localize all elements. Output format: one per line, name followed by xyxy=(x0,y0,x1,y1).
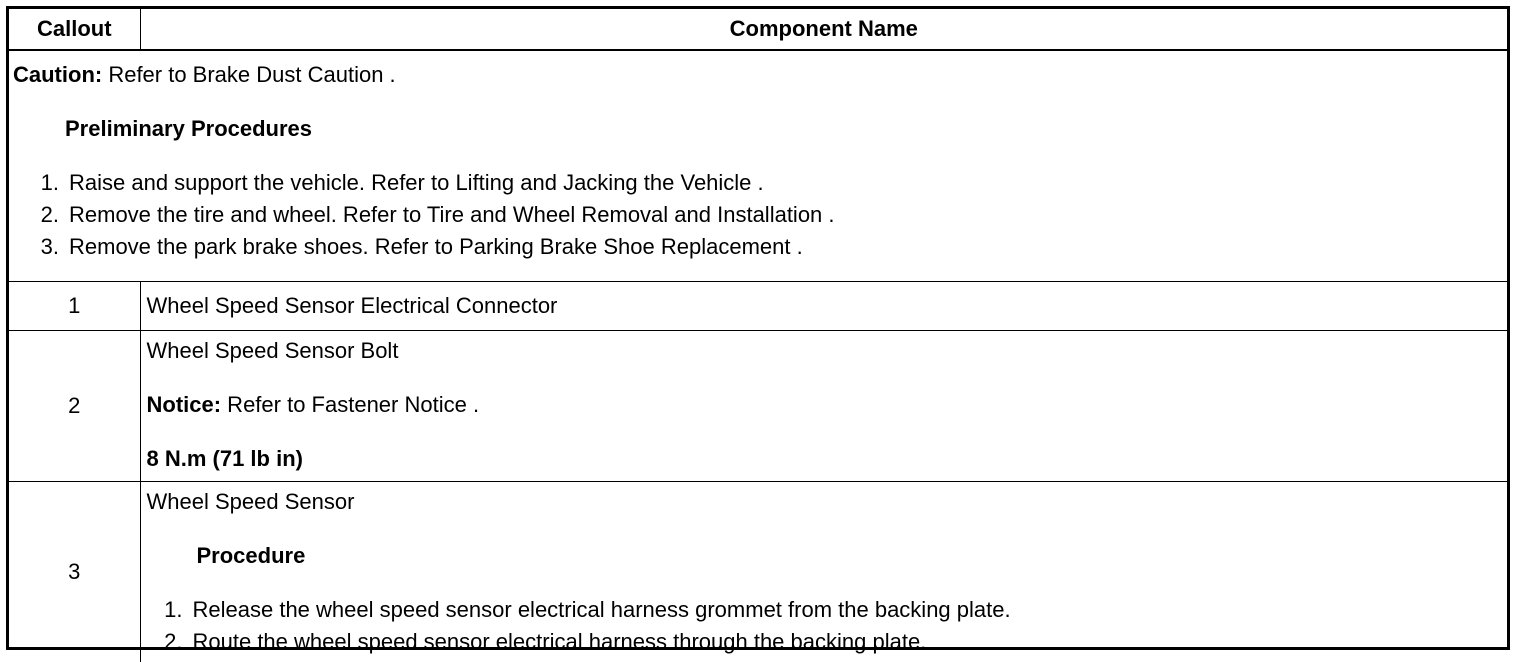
callout-column-header: Callout xyxy=(9,9,140,50)
notice-text: Refer to Fastener Notice . xyxy=(221,392,479,417)
list-item: 2. Remove the tire and wheel. Refer to Tire and Wheel Removal and Installation . xyxy=(13,199,1501,231)
list-item: 1. Release the wheel speed sensor electrical harness grommet from the backing plate. xyxy=(147,594,1502,626)
callout-number: 1 xyxy=(9,282,140,331)
component-table xyxy=(9,9,1507,662)
caution-label: Caution: xyxy=(13,62,102,87)
procedure-heading: Procedure xyxy=(147,540,1502,572)
caution-line xyxy=(13,59,1501,91)
preliminary-procedures-heading: Preliminary Procedures xyxy=(13,113,1501,145)
table-row xyxy=(9,282,1507,331)
list-item: 3. Remove the park brake shoes. Refer to Parking Brake Shoe Replacement . xyxy=(13,231,1501,263)
preliminary-steps-list xyxy=(13,167,1501,263)
component-name-column-header: Component Name xyxy=(140,9,1507,50)
component-name: Wheel Speed Sensor xyxy=(147,486,1502,518)
callout-number: 3 xyxy=(9,482,140,662)
component-name: Wheel Speed Sensor Bolt xyxy=(147,335,1502,367)
caution-text: Refer to Brake Dust Caution . xyxy=(102,62,395,87)
notice-label: Notice: xyxy=(147,392,222,417)
component-cell xyxy=(140,331,1507,482)
table-header-row xyxy=(9,9,1507,50)
procedure-steps-list xyxy=(147,594,1502,658)
list-item: 1. Raise and support the vehicle. Refer to Lifting and Jacking the Vehicle . xyxy=(13,167,1501,199)
procedure-table-frame xyxy=(6,6,1510,650)
component-cell xyxy=(140,482,1507,662)
callout-number: 2 xyxy=(9,331,140,482)
table-row xyxy=(9,482,1507,662)
notice-line xyxy=(147,389,1502,421)
component-name: Wheel Speed Sensor Electrical Connector xyxy=(140,282,1507,331)
list-item: 2. Route the wheel speed sensor electrical harness through the backing plate. xyxy=(147,626,1502,658)
torque-spec: 8 N.m (71 lb in) xyxy=(147,443,1502,475)
intro-row xyxy=(9,50,1507,282)
table-row xyxy=(9,331,1507,482)
intro-cell xyxy=(9,50,1507,282)
